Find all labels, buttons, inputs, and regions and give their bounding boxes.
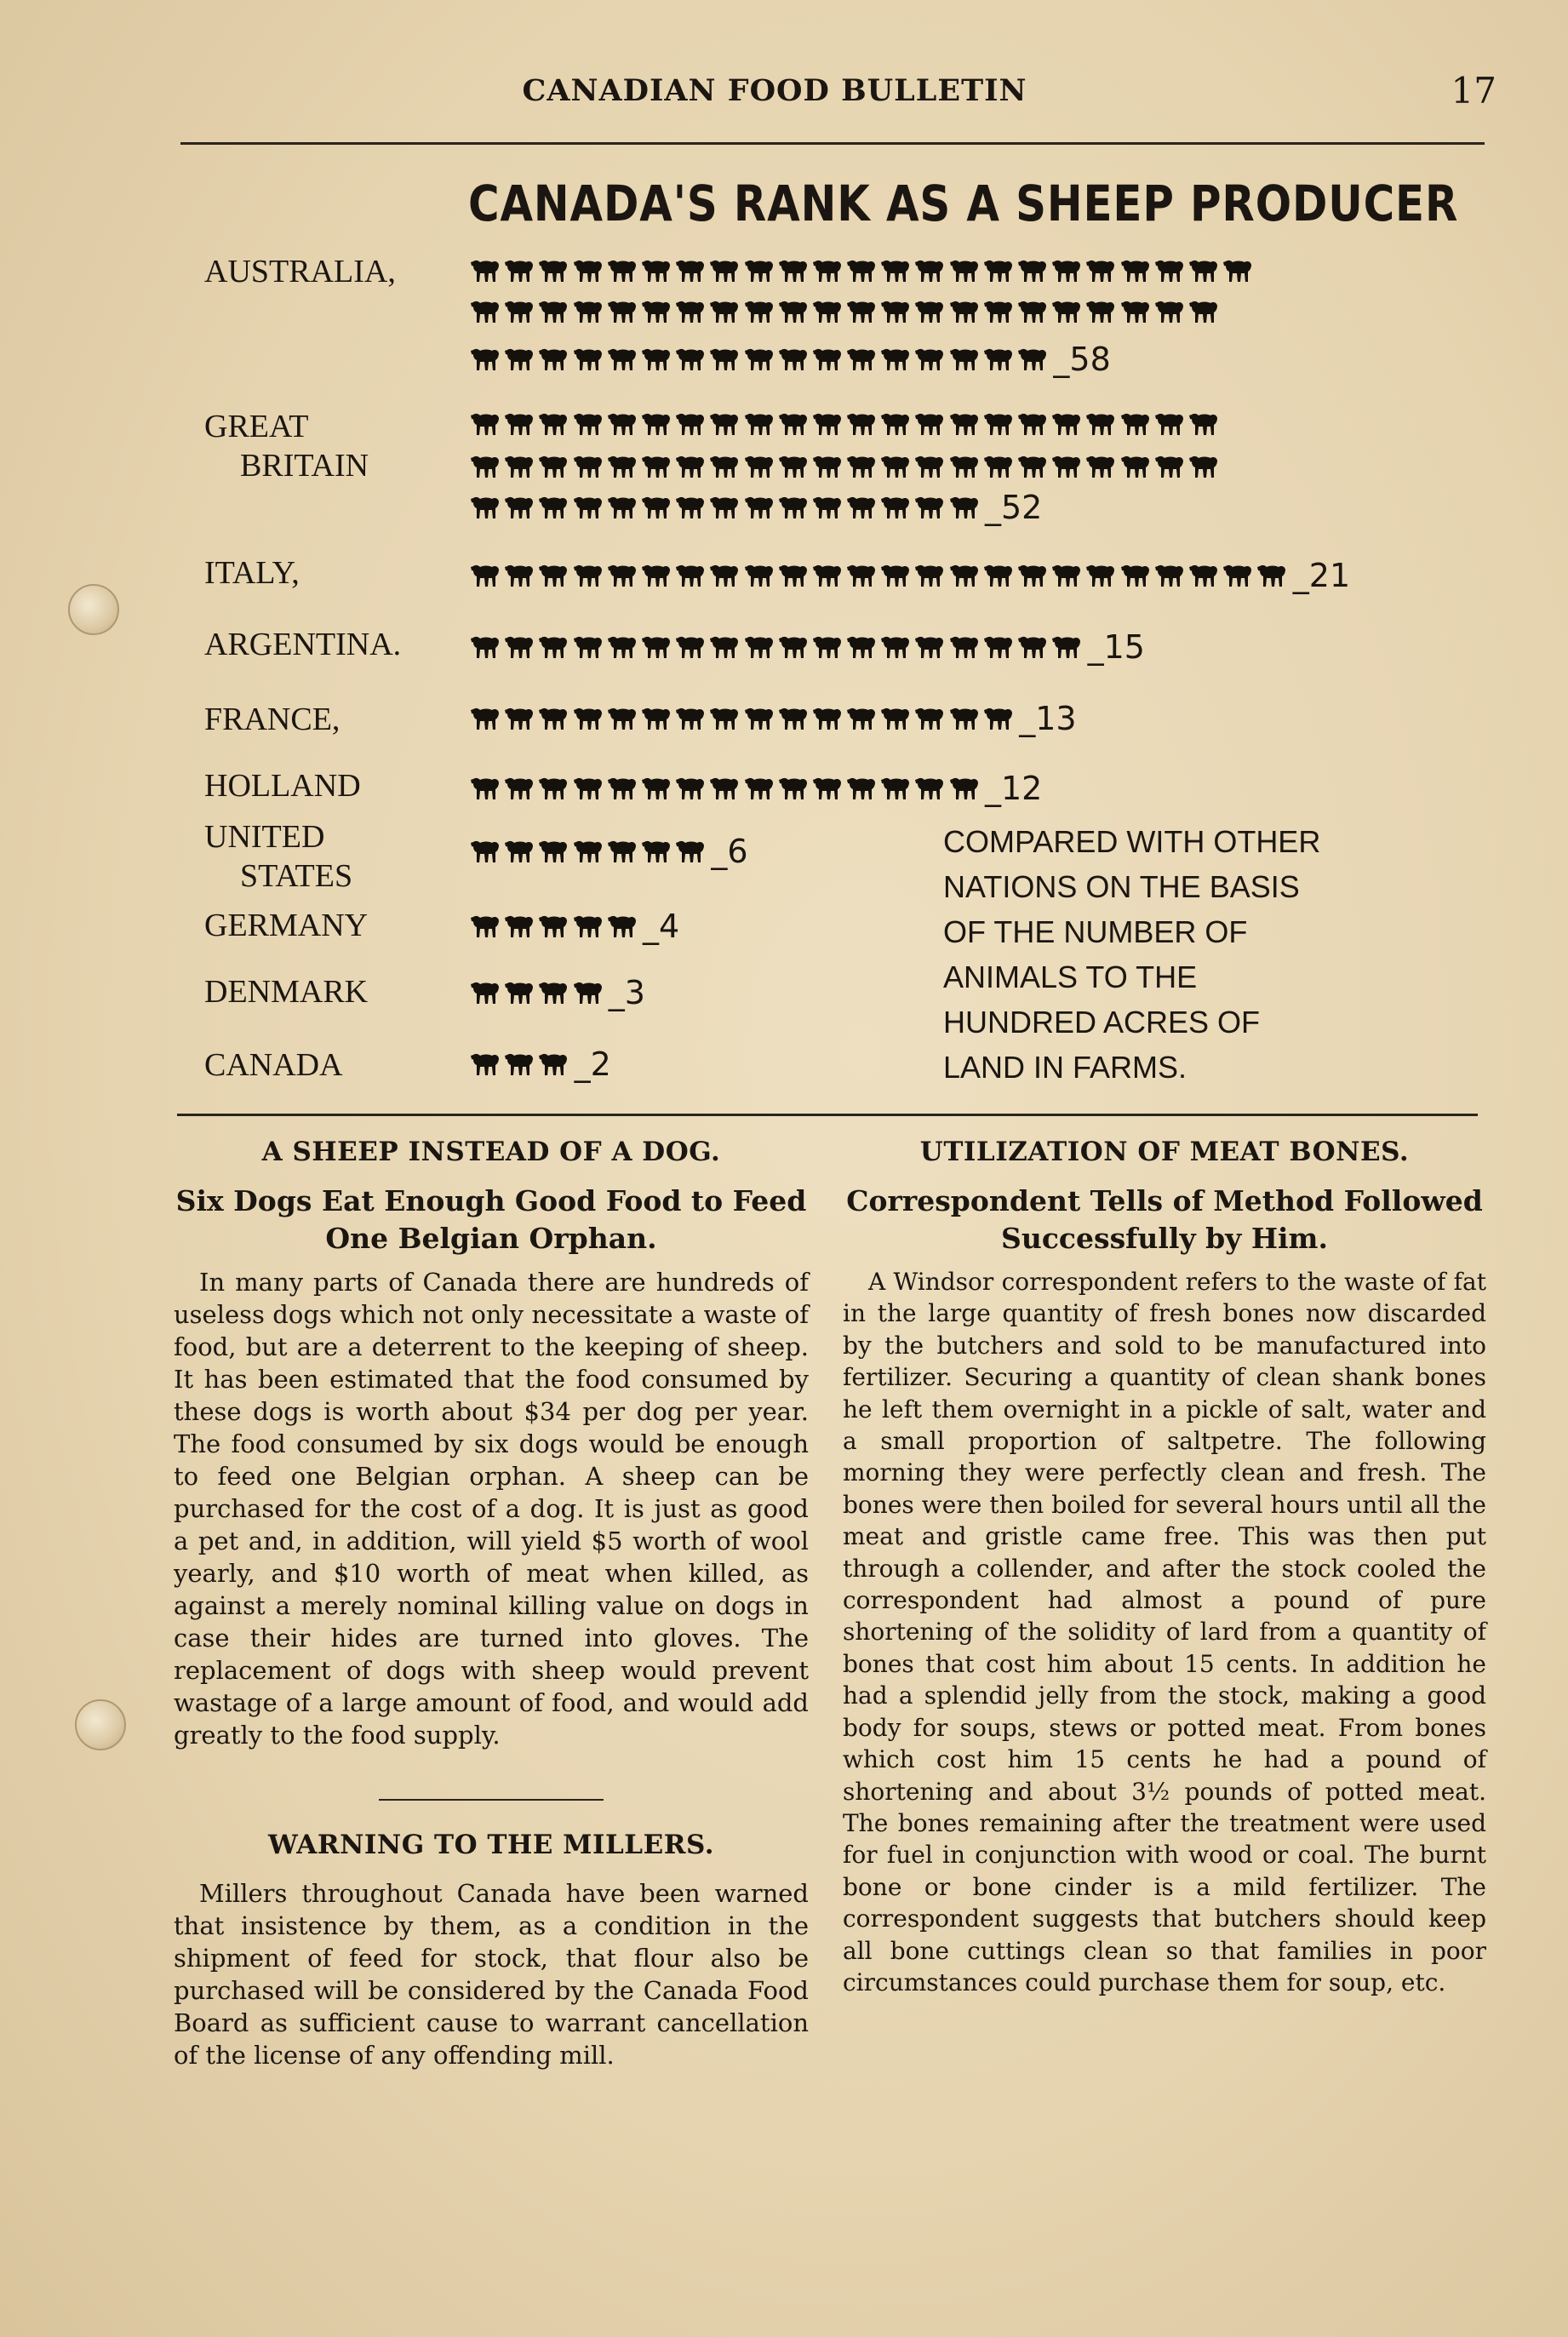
sheep-icon — [504, 258, 535, 284]
sheep-icon — [709, 563, 740, 588]
country-label — [204, 817, 434, 896]
country-label — [204, 252, 434, 291]
sheep-icon — [573, 914, 604, 939]
sheep-icon — [641, 634, 672, 660]
article-subheading: Correspondent Tells of Method Followed Successfully by Him. — [846, 1184, 1483, 1255]
sheep-icon — [470, 1051, 501, 1077]
sheep-icon — [470, 776, 501, 801]
sheep-icon — [607, 914, 638, 939]
sheep-icon — [607, 839, 638, 864]
sheep-icon — [914, 634, 945, 660]
sheep-icon — [504, 914, 535, 939]
note-line: LAND IN FARMS. — [943, 1050, 1187, 1085]
sheep-icon — [607, 258, 638, 284]
sheep-icon — [914, 258, 945, 284]
sheep-icon — [607, 347, 638, 372]
sheep-icon — [538, 634, 569, 660]
sheep-icon — [538, 347, 569, 372]
sheep-count-label: _3 — [608, 974, 645, 1011]
sheep-icon — [675, 634, 706, 660]
sheep-icon — [1222, 258, 1253, 284]
sheep-icon — [470, 411, 501, 437]
note-line: NATIONS ON THE BASIS — [943, 869, 1300, 904]
section-rule — [177, 1114, 1478, 1116]
sheep-icon — [675, 411, 706, 437]
sheep-icon — [1120, 411, 1151, 437]
article-heading: WARNING TO THE MILLERS. — [267, 1830, 715, 1860]
article-body: Millers throughout Canada have been warned that insistence by them, as a condition in the shipment of feed for stock, that flour also be purchased will be considered by the Canada Food Board as sufficient cause to warrant cancellation of the license of any offending mill. — [174, 1879, 809, 2070]
country-name-line2: BRITAIN — [240, 448, 369, 484]
sheep-icon — [538, 839, 569, 864]
sheep-icon — [504, 563, 535, 588]
sheep-icon — [641, 258, 672, 284]
sheep-icon — [846, 454, 877, 479]
sheep-icon — [983, 454, 1014, 479]
sheep-icon — [1154, 563, 1185, 588]
sheep-icon — [470, 634, 501, 660]
sheep-icon — [846, 634, 877, 660]
sheep-icon — [607, 299, 638, 324]
sheep-count-label: _21 — [1292, 557, 1351, 594]
sheep-icon — [1188, 299, 1219, 324]
sheep-icon — [641, 839, 672, 864]
sheep-icon — [709, 706, 740, 731]
sheep-icon — [1188, 411, 1219, 437]
column-divider — [379, 1799, 604, 1801]
sheep-icon — [573, 495, 604, 520]
note-line: ANIMALS TO THE — [943, 959, 1198, 994]
country-name-line2: STATES — [240, 858, 353, 894]
sheep-icon — [573, 776, 604, 801]
sheep-icon — [675, 258, 706, 284]
sheep-icon — [914, 347, 945, 372]
sheep-icon — [880, 706, 911, 731]
sheep-icon — [744, 706, 775, 731]
country-label — [204, 1045, 434, 1085]
sheep-icon — [538, 706, 569, 731]
sheep-icon — [573, 411, 604, 437]
sheep-icon — [983, 411, 1014, 437]
article-subheading: Six Dogs Eat Enough Good Food to Feed One Belgian Orphan. — [175, 1184, 807, 1255]
sheep-icon — [914, 411, 945, 437]
sheep-icon — [880, 634, 911, 660]
sheep-icon — [675, 495, 706, 520]
sheep-icon — [846, 563, 877, 588]
sheep-icon — [538, 914, 569, 939]
sheep-icon — [1120, 299, 1151, 324]
sheep-icon — [504, 634, 535, 660]
sheep-icon — [846, 258, 877, 284]
sheep-icon — [880, 299, 911, 324]
sheep-icon — [949, 258, 980, 284]
sheep-icon — [1017, 411, 1048, 437]
sheep-icon — [949, 411, 980, 437]
sheep-icon — [709, 634, 740, 660]
sheep-icon — [778, 634, 809, 660]
note-line: COMPARED WITH OTHER — [943, 824, 1321, 859]
sheep-icon — [470, 563, 501, 588]
binding-hole — [75, 1699, 126, 1750]
sheep-icon — [641, 347, 672, 372]
sheep-icon — [470, 914, 501, 939]
sheep-icon — [641, 563, 672, 588]
sheep-icon — [914, 495, 945, 520]
sheep-row — [470, 492, 983, 523]
sheep-icon — [744, 634, 775, 660]
sheep-icon — [846, 706, 877, 731]
sheep-icon — [914, 706, 945, 731]
sheep-row — [470, 977, 607, 1008]
page-number: 17 — [1451, 70, 1496, 112]
sheep-icon — [1188, 454, 1219, 479]
sheep-icon — [709, 411, 740, 437]
sheep-row — [470, 703, 1017, 734]
sheep-icon — [949, 454, 980, 479]
sheep-icon — [538, 980, 569, 1005]
sheep-icon — [607, 563, 638, 588]
sheep-icon — [744, 347, 775, 372]
sheep-icon — [573, 839, 604, 864]
sheep-icon — [709, 347, 740, 372]
header-rule — [180, 142, 1485, 145]
sheep-icon — [880, 563, 911, 588]
sheep-icon — [1017, 454, 1048, 479]
sheep-icon — [778, 258, 809, 284]
sheep-icon — [744, 299, 775, 324]
sheep-icon — [846, 347, 877, 372]
sheep-icon — [812, 495, 843, 520]
sheep-icon — [1051, 563, 1082, 588]
sheep-icon — [538, 299, 569, 324]
sheep-icon — [880, 495, 911, 520]
sheep-icon — [949, 706, 980, 731]
sheep-row — [470, 255, 1256, 286]
sheep-icon — [949, 495, 980, 520]
sheep-icon — [744, 454, 775, 479]
sheep-icon — [538, 1051, 569, 1077]
sheep-icon — [1017, 258, 1048, 284]
country-label — [204, 553, 434, 593]
country-label — [204, 625, 434, 664]
sheep-icon — [538, 258, 569, 284]
sheep-icon — [778, 776, 809, 801]
sheep-icon — [949, 347, 980, 372]
sheep-icon — [709, 454, 740, 479]
sheep-row — [470, 451, 1222, 482]
sheep-icon — [949, 563, 980, 588]
sheep-icon — [1051, 454, 1082, 479]
sheep-row — [470, 1049, 573, 1080]
note-line: HUNDRED ACRES OF — [943, 1005, 1261, 1040]
sheep-icon — [1154, 258, 1185, 284]
sheep-icon — [675, 563, 706, 588]
sheep-icon — [607, 776, 638, 801]
sheep-icon — [812, 411, 843, 437]
country-name: CANADA — [204, 1047, 343, 1083]
sheep-icon — [573, 980, 604, 1005]
sheep-icon — [983, 299, 1014, 324]
sheep-icon — [675, 347, 706, 372]
sheep-icon — [1017, 563, 1048, 588]
country-name: UNITED — [204, 819, 325, 855]
sheep-row — [470, 911, 641, 942]
sheep-count-label: _2 — [574, 1045, 611, 1083]
sheep-icon — [949, 299, 980, 324]
sheep-icon — [744, 258, 775, 284]
country-name: GERMANY — [204, 908, 369, 943]
sheep-icon — [641, 495, 672, 520]
sheep-icon — [1085, 411, 1116, 437]
sheep-icon — [709, 776, 740, 801]
sheep-icon — [983, 563, 1014, 588]
country-name: DENMARK — [204, 974, 369, 1010]
sheep-icon — [504, 299, 535, 324]
article-body: A Windsor correspondent refers to the waste of fat in the large quantity of fresh bones now discarded by the butchers and sold to be manufactured into fertilizer. Securing a quantity of clean shank bones he left them overnight in a pickle of salt, water and a small proportion of saltpetre. The following morning they were perfectly clean and fresh. The bones were then boiled for several hours until all the meat and gristle came free. This was then put through a collender, and after the stock cooled the correspondent had almost a pound of pure shortening of the solidity of lard from a quantity of bones that cost him about 15 cents. In addition he had a splendid jelly from the stock, making a good body for soups, stews or potted meat. From bones which cost him 15 cents he had a pound of shortening and about 3½ pounds of potted meat. The bones remaining after the treatment were used for fuel in conjunction with wood or coal. The burnt bone or bone cinder is a mild fertilizer. The correspondent suggests that butchers should keep all bone cuttings clean so that families in poor circumstances could purchase them for soup, etc. — [843, 1268, 1486, 1996]
sheep-icon — [470, 258, 501, 284]
sheep-icon — [641, 299, 672, 324]
sheep-icon — [1256, 563, 1287, 588]
sheep-icon — [573, 347, 604, 372]
sheep-icon — [607, 454, 638, 479]
sheep-icon — [1120, 258, 1151, 284]
sheep-count-label: _58 — [1053, 341, 1111, 378]
sheep-icon — [846, 299, 877, 324]
sheep-icon — [641, 454, 672, 479]
sheep-icon — [1017, 347, 1048, 372]
sheep-icon — [778, 347, 809, 372]
sheep-icon — [1051, 411, 1082, 437]
sheep-icon — [846, 495, 877, 520]
country-label — [204, 766, 434, 805]
article-body: In many parts of Canada there are hundreds of useless dogs which not only necessitate a waste of food, but are a deterrent to the keeping of sheep. It has been estimated that the food consumed by these dogs is worth about $34 per dog per year. The food consumed by six dogs would be enough to feed one Belgian orphan. A sheep can be purchased for the cost of a dog. It is just as good a pet and, in addition, will yield $5 worth of wool yearly, and $10 worth of meat when killed, as against a merely nominal killing value on dogs in case their hides are turned into gloves. The replacement of dogs with sheep would prevent wastage of a large amount of food, and would add greatly to the food supply. — [174, 1268, 809, 1750]
sheep-icon — [1222, 563, 1253, 588]
sheep-icon — [744, 411, 775, 437]
country-name: AUSTRALIA, — [204, 254, 396, 289]
sheep-icon — [538, 411, 569, 437]
sheep-icon — [573, 258, 604, 284]
sheep-icon — [1085, 299, 1116, 324]
sheep-icon — [812, 563, 843, 588]
sheep-icon — [573, 563, 604, 588]
sheep-icon — [675, 776, 706, 801]
sheep-icon — [504, 980, 535, 1005]
sheep-row — [470, 344, 1051, 375]
sheep-icon — [949, 776, 980, 801]
sheep-icon — [778, 563, 809, 588]
country-name: FRANCE, — [204, 702, 340, 737]
sheep-icon — [709, 258, 740, 284]
sheep-icon — [470, 299, 501, 324]
sheep-icon — [641, 411, 672, 437]
sheep-row — [470, 836, 709, 867]
sheep-icon — [504, 1051, 535, 1077]
sheep-icon — [846, 776, 877, 801]
sheep-icon — [573, 706, 604, 731]
sheep-icon — [675, 299, 706, 324]
sheep-icon — [846, 411, 877, 437]
infographic-note — [943, 819, 1420, 1090]
sheep-icon — [983, 634, 1014, 660]
sheep-icon — [744, 563, 775, 588]
country-name: ITALY, — [204, 555, 300, 591]
sheep-icon — [573, 454, 604, 479]
sheep-icon — [470, 454, 501, 479]
sheep-icon — [470, 347, 501, 372]
sheep-icon — [778, 299, 809, 324]
sheep-icon — [744, 495, 775, 520]
sheep-icon — [1085, 258, 1116, 284]
sheep-icon — [1188, 258, 1219, 284]
infographic-title: CANADA'S RANK AS A SHEEP PRODUCER — [468, 175, 1459, 232]
right-column — [843, 1137, 1486, 1998]
sheep-icon — [470, 839, 501, 864]
sheep-icon — [880, 454, 911, 479]
country-name: ARGENTINA. — [204, 627, 402, 662]
sheep-icon — [812, 299, 843, 324]
sheep-count-label: _6 — [711, 833, 748, 870]
country-label — [204, 407, 434, 485]
sheep-icon — [1085, 454, 1116, 479]
sheep-count-label: _15 — [1087, 628, 1145, 666]
sheep-row — [470, 632, 1085, 662]
sheep-row — [470, 560, 1291, 591]
sheep-icon — [538, 454, 569, 479]
sheep-icon — [709, 299, 740, 324]
sheep-row — [470, 409, 1222, 439]
sheep-icon — [812, 347, 843, 372]
binding-hole — [68, 584, 119, 635]
country-label — [204, 700, 434, 739]
sheep-icon — [914, 563, 945, 588]
sheep-icon — [504, 495, 535, 520]
sheep-icon — [1120, 454, 1151, 479]
bulletin-title: CANADIAN FOOD BULLETIN — [522, 73, 1027, 108]
country-label — [204, 972, 434, 1011]
sheep-icon — [504, 411, 535, 437]
sheep-icon — [573, 634, 604, 660]
sheep-icon — [641, 706, 672, 731]
sheep-icon — [1154, 454, 1185, 479]
article-heading: A SHEEP INSTEAD OF A DOG. — [261, 1137, 721, 1167]
sheep-icon — [880, 411, 911, 437]
sheep-icon — [607, 634, 638, 660]
sheep-icon — [778, 411, 809, 437]
sheep-icon — [504, 706, 535, 731]
sheep-icon — [504, 776, 535, 801]
sheep-icon — [914, 776, 945, 801]
sheep-icon — [607, 495, 638, 520]
sheep-icon — [675, 706, 706, 731]
sheep-count-label: _12 — [985, 770, 1043, 807]
left-column — [174, 1137, 809, 2071]
sheep-icon — [914, 299, 945, 324]
sheep-icon — [504, 454, 535, 479]
sheep-icon — [538, 563, 569, 588]
sheep-icon — [1085, 563, 1116, 588]
sheep-icon — [812, 258, 843, 284]
sheep-icon — [812, 634, 843, 660]
sheep-icon — [607, 411, 638, 437]
sheep-row — [470, 773, 983, 804]
sheep-icon — [983, 706, 1014, 731]
sheep-icon — [812, 706, 843, 731]
sheep-icon — [709, 495, 740, 520]
sheep-icon — [470, 495, 501, 520]
sheep-icon — [812, 454, 843, 479]
sheep-icon — [504, 347, 535, 372]
sheep-icon — [778, 495, 809, 520]
sheep-icon — [778, 454, 809, 479]
sheep-icon — [1051, 299, 1082, 324]
sheep-icon — [744, 776, 775, 801]
sheep-icon — [1120, 563, 1151, 588]
sheep-icon — [812, 776, 843, 801]
sheep-icon — [573, 299, 604, 324]
sheep-icon — [1154, 411, 1185, 437]
sheep-icon — [675, 839, 706, 864]
sheep-icon — [675, 454, 706, 479]
note-line: OF THE NUMBER OF — [943, 914, 1248, 949]
sheep-icon — [470, 980, 501, 1005]
sheep-icon — [1154, 299, 1185, 324]
sheep-icon — [1017, 634, 1048, 660]
sheep-icon — [778, 706, 809, 731]
sheep-icon — [1051, 258, 1082, 284]
sheep-icon — [914, 454, 945, 479]
sheep-icon — [504, 839, 535, 864]
country-name: GREAT — [204, 409, 309, 444]
sheep-icon — [538, 776, 569, 801]
sheep-icon — [949, 634, 980, 660]
country-label — [204, 906, 434, 945]
sheep-icon — [470, 706, 501, 731]
sheep-icon — [880, 776, 911, 801]
sheep-icon — [1051, 634, 1082, 660]
sheep-icon — [983, 347, 1014, 372]
sheep-count-label: _52 — [985, 489, 1043, 526]
sheep-count-label: _13 — [1019, 700, 1077, 737]
sheep-icon — [983, 258, 1014, 284]
sheep-icon — [880, 347, 911, 372]
sheep-row — [470, 296, 1222, 327]
article-heading: UTILIZATION OF MEAT BONES. — [919, 1137, 1410, 1167]
sheep-icon — [607, 706, 638, 731]
sheep-count-label: _4 — [643, 908, 680, 945]
sheep-icon — [1188, 563, 1219, 588]
sheep-icon — [1017, 299, 1048, 324]
sheep-icon — [538, 495, 569, 520]
sheep-icon — [641, 776, 672, 801]
country-name: HOLLAND — [204, 768, 361, 804]
sheep-icon — [880, 258, 911, 284]
